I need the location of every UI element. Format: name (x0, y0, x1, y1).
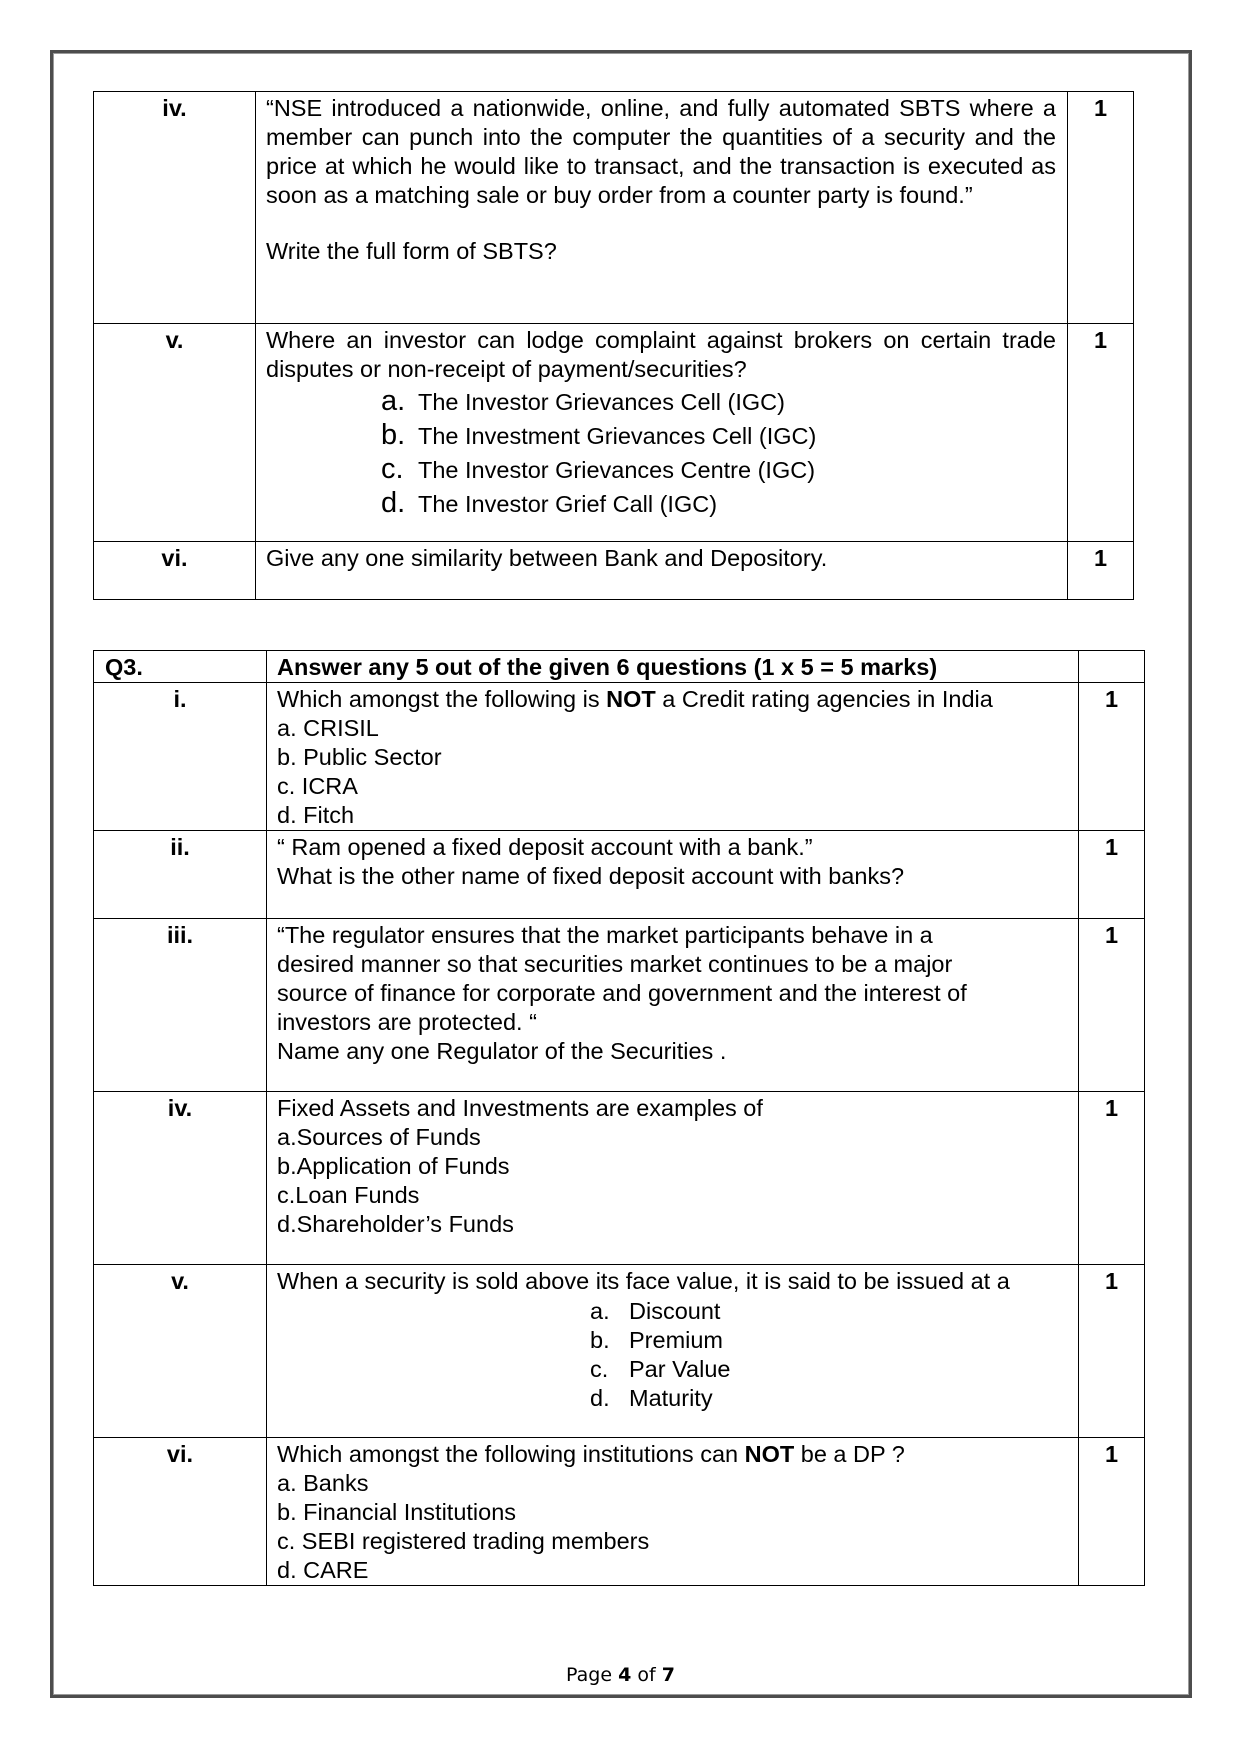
option-item: b.Application of Funds (277, 1153, 510, 1179)
marks-value: 1 (1079, 919, 1145, 1092)
marks-value: 1 (1068, 92, 1134, 324)
option-text: The Investor Grievances Centre (IGC) (418, 457, 816, 483)
question-text: Give any one similarity between Bank and Depository. (266, 545, 828, 571)
table-row (94, 919, 1145, 1092)
question-table-continued (93, 91, 1134, 600)
question-emphasis: NOT (606, 686, 656, 712)
table-row (94, 683, 1145, 831)
question-text: Where an investor can lodge complaint against brokers on certain trade disputes or non-receipt of payment/securities? (266, 327, 1056, 382)
question-cell (267, 1265, 1079, 1438)
question-text: When a security is sold above its face value, it is said to be issued at a (277, 1268, 1010, 1294)
question-text: Write the full form of SBTS? (266, 238, 557, 264)
option-letter: d. (381, 487, 406, 519)
option-item: a. Banks (277, 1470, 369, 1496)
question-number: i. (94, 683, 267, 831)
table-row (94, 1265, 1145, 1438)
question-number: vi. (94, 542, 256, 600)
question-line: source of finance for corporate and government and the interest of (277, 980, 967, 1006)
page-of: of (637, 1664, 656, 1686)
page-label: Page (566, 1664, 613, 1686)
option-text: The Investor Grievances Cell (IGC) (418, 389, 785, 415)
question-cell (267, 1092, 1079, 1265)
option-text: The Investment Grievances Cell (IGC) (418, 423, 817, 449)
table-row (94, 1438, 1145, 1586)
marks-value: 1 (1079, 831, 1145, 919)
option-text: Premium (629, 1327, 724, 1353)
marks-value: 1 (1079, 683, 1145, 831)
option-letter: c. (381, 453, 404, 485)
option-text: Par Value (629, 1356, 731, 1382)
question-line: Fixed Assets and Investments are examples of (277, 1095, 763, 1121)
question-number: iii. (94, 919, 267, 1092)
list-item (381, 487, 1056, 521)
option-letter: b. (590, 1327, 610, 1353)
question-line: Name any one Regulator of the Securities . (277, 1038, 727, 1064)
table-row (94, 542, 1134, 600)
table-header-row (94, 651, 1145, 683)
option-item: d.Shareholder’s Funds (277, 1211, 514, 1237)
option-item: c.Loan Funds (277, 1182, 420, 1208)
list-item (590, 1297, 1067, 1326)
question-cell (267, 831, 1079, 919)
question-number: iv. (94, 1092, 267, 1265)
question-cell (267, 1438, 1079, 1586)
table-row (94, 324, 1134, 542)
list-item (381, 419, 1056, 453)
section-header: Answer any 5 out of the given 6 questions (1 x 5 = 5 marks) (267, 651, 1079, 683)
option-letter: d. (590, 1385, 610, 1411)
question-text-part: Which amongst the following institutions can (277, 1441, 745, 1467)
question-line: “The regulator ensures that the market participants behave in a (277, 922, 933, 948)
option-item: b. Financial Institutions (277, 1499, 517, 1525)
q3-table (93, 650, 1145, 1586)
page-footer (0, 1664, 1241, 1686)
question-cell (256, 92, 1068, 324)
page-current: 4 (618, 1664, 632, 1686)
question-cell (256, 324, 1068, 542)
question-line: What is the other name of fixed deposit account with banks? (277, 863, 905, 889)
question-cell (267, 919, 1079, 1092)
question-number: iv. (94, 92, 256, 324)
option-item: b. Public Sector (277, 744, 442, 770)
option-list (277, 1297, 1067, 1413)
question-number: v. (94, 324, 256, 542)
marks-header (1079, 651, 1145, 683)
question-line: investors are protected. “ (277, 1009, 537, 1035)
page-total: 7 (661, 1664, 675, 1686)
table-row (94, 1092, 1145, 1265)
marks-value: 1 (1068, 324, 1134, 542)
section-label: Q3. (94, 651, 267, 683)
question-emphasis: NOT (744, 1441, 795, 1467)
list-item (590, 1355, 1067, 1384)
option-text: Maturity (629, 1385, 713, 1411)
option-list (266, 385, 1056, 521)
option-letter: b. (381, 419, 406, 451)
marks-value: 1 (1079, 1438, 1145, 1586)
question-number: ii. (94, 831, 267, 919)
question-cell (256, 542, 1068, 600)
table-row (94, 831, 1145, 919)
list-item (590, 1326, 1067, 1355)
question-number: v. (94, 1265, 267, 1438)
question-text-part: be a DP ? (794, 1441, 905, 1467)
option-text: Discount (629, 1298, 721, 1324)
question-number: vi. (94, 1438, 267, 1586)
list-item (381, 385, 1056, 419)
table-row (94, 92, 1134, 324)
option-letter: c. (590, 1356, 609, 1382)
option-item: d. Fitch (277, 802, 355, 828)
option-item: d. CARE (277, 1557, 369, 1583)
list-item (381, 453, 1056, 487)
marks-value: 1 (1079, 1092, 1145, 1265)
option-item: c. SEBI registered trading members (277, 1528, 650, 1554)
question-text (277, 1440, 1067, 1469)
question-line: “ Ram opened a fixed deposit account with a bank.” (277, 834, 813, 860)
option-item: c. ICRA (277, 773, 358, 799)
question-paragraph: “NSE introduced a nationwide, online, and fully automated SBTS where a member can punch into the computer the quantities of a security and the price at which he would like to transact, and the transaction is executed as soon as a matching sale or buy order from a counter party is found.” (266, 95, 1056, 208)
question-line: desired manner so that securities market continues to be a major (277, 951, 953, 977)
question-text-part: Which amongst the following is (277, 686, 607, 712)
marks-value: 1 (1079, 1265, 1145, 1438)
question-text-part: a Credit rating agencies in India (655, 686, 993, 712)
option-item: a. CRISIL (277, 715, 379, 741)
option-item: a.Sources of Funds (277, 1124, 481, 1150)
option-text: The Investor Grief Call (IGC) (418, 491, 718, 517)
marks-value: 1 (1068, 542, 1134, 600)
option-letter: a. (590, 1298, 610, 1324)
question-text (277, 685, 1067, 714)
question-cell (267, 683, 1079, 831)
list-item (590, 1384, 1067, 1413)
option-letter: a. (381, 385, 406, 417)
